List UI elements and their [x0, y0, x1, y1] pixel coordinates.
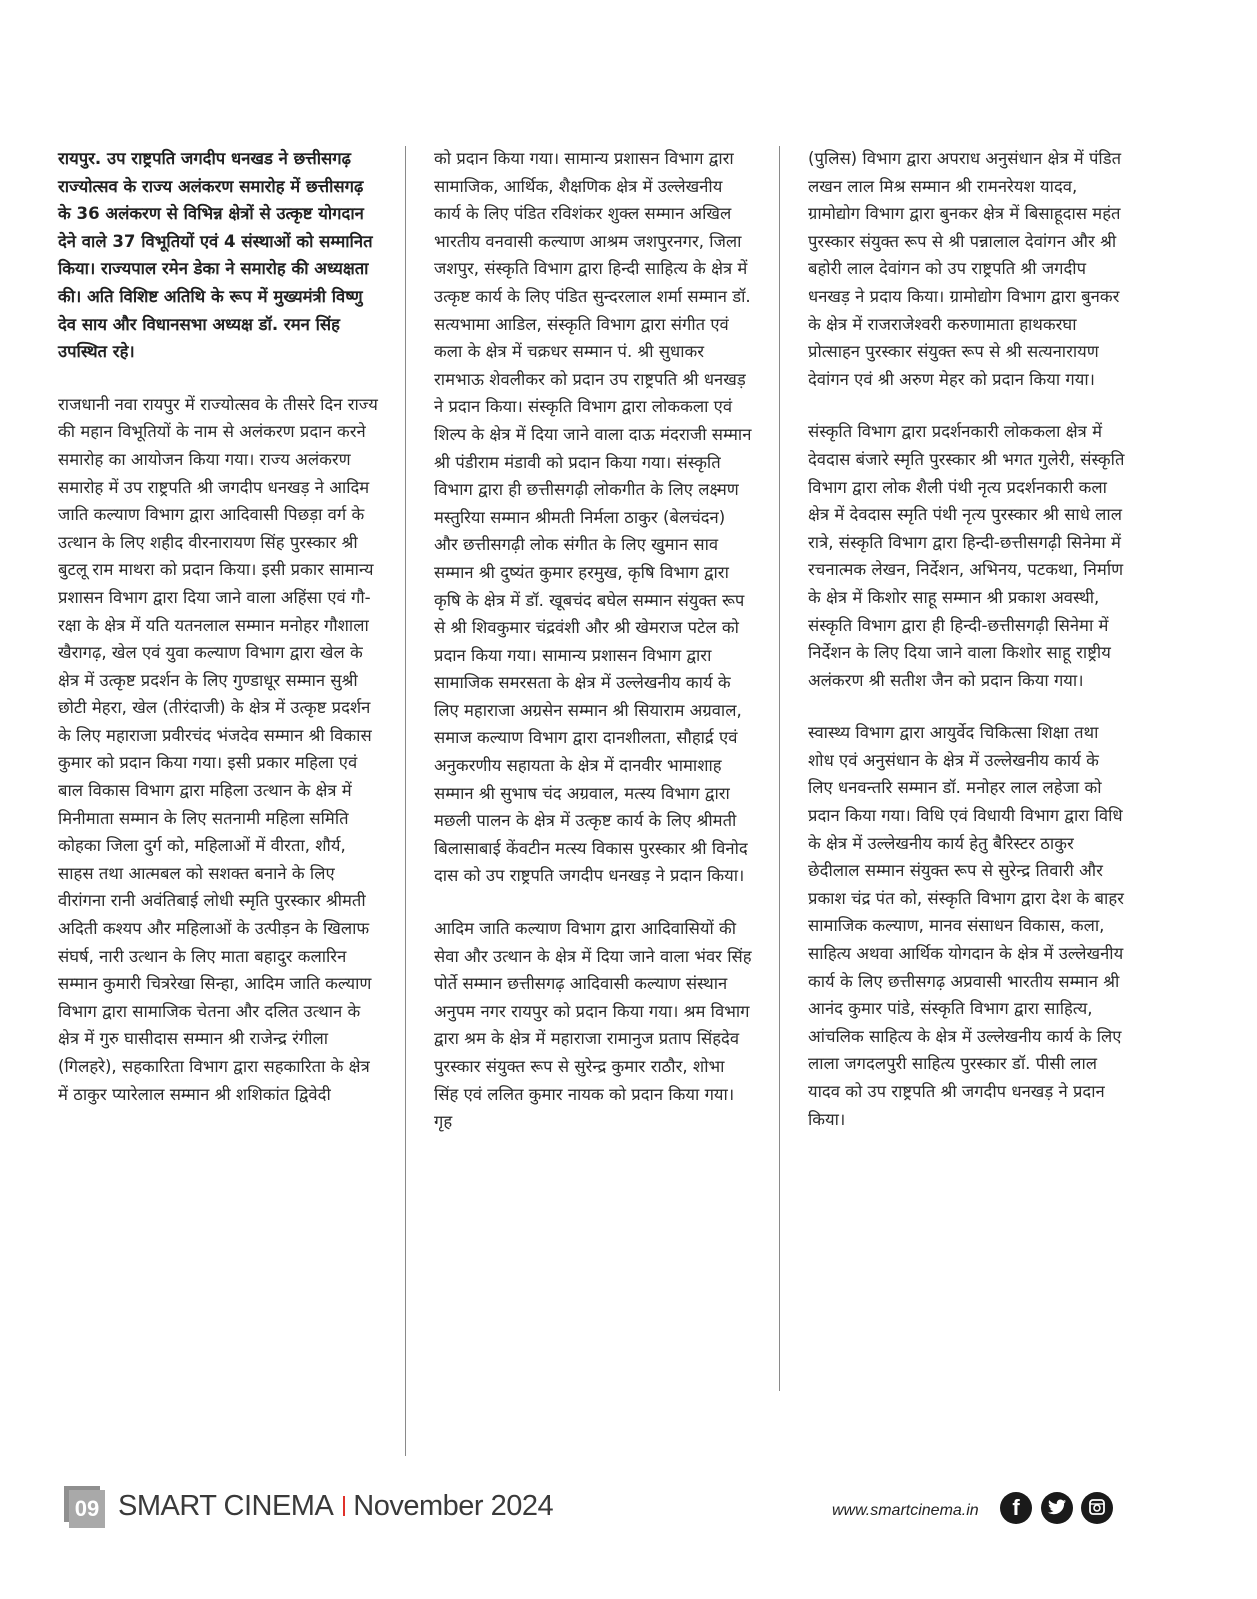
masthead-separator — [343, 1496, 345, 1516]
article-column-3 — [808, 145, 1128, 1158]
column-divider — [405, 146, 406, 1456]
page-number: 09 — [69, 1490, 105, 1528]
instagram-icon[interactable] — [1081, 1492, 1113, 1524]
website-link[interactable]: www.smartcinema.in — [832, 1502, 979, 1519]
magazine-masthead — [118, 1490, 553, 1523]
issue-date: November 2024 — [353, 1490, 554, 1522]
article-paragraph: स्वास्थ्य विभाग द्वारा आयुर्वेद चिकित्सा शिक्षा तथा शोध एवं अनुसंधान के क्षेत्र में उल्लेखनीय कार्य के लिए धनवन्तरि सम्मान डॉ. मनोहर लाल लहेजा को प्रदान किया गया। विधि एवं विधायी विभाग द्वारा विधि के क्षेत्र में उल्लेखनीय कार्य हेतु बैरिस्टर ठाकुर छेदीलाल सम्मान संयुक्त रूप से सुरेन्द्र तिवारी और प्रकाश चंद्र पंत को, संस्कृति विभाग द्वारा देश के बाहर सामाजिक कल्याण, मानव संसाधन विकास, कला, साहित्य अथवा आर्थिक योगदान के क्षेत्र में उल्लेखनीय कार्य के लिए छत्तीसगढ़ अप्रवासी भारतीय सम्मान श्री आनंद कुमार पांडे, संस्कृति विभाग द्वारा साहित्य, आंचलिक साहित्य के क्षेत्र में उल्लेखनीय कार्य के लिए लाला जगदलपुरी साहित्य पुरस्कार डॉ. पीसी लाल यादव को उप राष्ट्रपति श्री जगदीप धनखड़ ने प्रदान किया। — [808, 723, 1124, 1129]
article-paragraph: को प्रदान किया गया। सामान्य प्रशासन विभाग द्वारा सामाजिक, आर्थिक, शैक्षणिक क्षेत्र में उल्लेखनीय कार्य के लिए पंडित रविशंकर शुक्ल सम्मान अखिल भारतीय वनवासी कल्याण आश्रम जशपुरनगर, जिला जशपुर, संस्कृति विभाग द्वारा हिन्दी साहित्य के क्षेत्र में उत्कृष्ट कार्य के लिए पंडित सुन्दरलाल शर्मा सम्मान डॉ. सत्यभामा आडिल, संस्कृति विभाग द्वारा संगीत एवं कला के क्षेत्र में चक्रधर सम्मान पं. श्री सुधाकर रामभाऊ शेवलीकर को प्रदान उप राष्ट्रपति श्री धनखड़ ने प्रदान किया। संस्कृति विभाग द्वारा लोककला एवं शिल्प के क्षेत्र में दिया जाने वाला दाऊ मंदराजी सम्मान श्री पंडीराम मंडावी को प्रदान किया गया। संस्कृति विभाग द्वारा ही छत्तीसगढ़ी लोकगीत के लिए लक्ष्मण मस्तुरिया सम्मान श्रीमती निर्मला ठाकुर (बेलचंदन) और छत्तीसगढ़ी लोक संगीत के लिए खुमान साव सम्मान श्री दुष्यंत कुमार हरमुख, कृषि विभाग द्वारा कृषि के क्षेत्र में डॉ. खूबचंद बघेल सम्मान संयुक्त रूप से श्री शिवकुमार चंद्रवंशी और श्री खेमराज पटेल को प्रदान किया गया। सामान्य प्रशासन विभाग द्वारा सामाजिक समरसता के क्षेत्र में उल्लेखनीय कार्य के लिए महाराजा अग्रसेन सम्मान श्री सियाराम अग्रवाल, समाज कल्याण विभाग द्वारा दानशीलता, सौहार्द्र एवं अनुकरणीय सहायता के क्षेत्र में दानवीर भामाशाह सम्मान श्री सुभाष चंद अग्रवाल, मत्स्य विभाग द्वारा मछली पालन के क्षेत्र में उत्कृष्ट कार्य के लिए श्रीमती बिलासाबाई केंवटीन मत्स्य विकास पुरस्कार श्री विनोद दास को उप राष्ट्रपति जगदीप धनखड़ ने प्रदान किया। — [434, 149, 752, 886]
article-lead-paragraph: रायपुर. उप राष्ट्रपति जगदीप धनखड ने छत्तीसगढ़ राज्योत्सव के राज्य अलंकरण समारोह में छत्तीसगढ़ के 36 अलंकरण से विभिन्न क्षेत्रों से उत्कृष्ट योगदान देने वाले 37 विभूतियों एवं 4 संस्थाओं को सम्मानित किया। राज्यपाल रमेन डेका ने समारोह की अध्यक्षता की। अति विशिष्ट अतिथि के रूप में मुख्यमंत्री विष्णु देव साय और विधानसभा अध्यक्ष डॉ. रमन सिंह उपस्थित रहे। — [58, 149, 373, 362]
article-paragraph: संस्कृति विभाग द्वारा प्रदर्शनकारी लोककला क्षेत्र में देवदास बंजारे स्मृति पुरस्कार श्री भगत गुलेरी, संस्कृति विभाग द्वारा लोक शैली पंथी नृत्य प्रदर्शनकारी कला क्षेत्र में देवदास स्मृति पंथी नृत्य पुरस्कार श्री साधे लाल रात्रे, संस्कृति विभाग द्वारा हिन्दी-छत्तीसगढ़ी सिनेमा में रचनात्मक लेखन, निर्देशन, अभिनय, पटकथा, निर्माण के क्षेत्र में किशोर साहू सम्मान श्री प्रकाश अवस्थी, संस्कृति विभाग द्वारा ही हिन्दी-छत्तीसगढ़ी सिनेमा में निर्देशन के लिए दिया जाने वाला किशोर साहू राष्ट्रीय अलंकरण श्री सतीश जैन को प्रदान किया गया। — [808, 422, 1125, 690]
column-divider — [779, 146, 780, 1391]
article-column-2 — [434, 145, 754, 1161]
facebook-icon[interactable]: f — [1000, 1492, 1032, 1524]
article-column-1 — [58, 145, 378, 1133]
article-paragraph: (पुलिस) विभाग द्वारा अपराध अनुसंधान क्षेत्र में पंडित लखन लाल मिश्र सम्मान श्री रामनरेयश यादव, ग्रामोद्योग विभाग द्वारा बुनकर क्षेत्र में बिसाहूदास महंत पुरस्कार संयुक्त रूप से श्री पन्नालाल देवांगन और श्री बहोरी लाल देवांगन को उप राष्ट्रपति श्री जगदीप धनखड़ ने प्रदाय किया। ग्रामोद्योग विभाग द्वारा बुनकर के क्षेत्र में राजराजेश्वरी करुणामाता हाथकरघा प्रोत्साहन पुरस्कार संयुक्त रूप से श्री सत्यनारायण देवांगन एवं श्री अरुण मेहर को प्रदान किया गया। — [808, 149, 1122, 389]
magazine-name: SMART CINEMA — [118, 1490, 334, 1522]
article-paragraph: राजधानी नवा रायपुर में राज्योत्सव के तीसरे दिन राज्य की महान विभूतियों के नाम से अलंकरण प्रदान करने समारोह का आयोजन किया गया। राज्य अलंकरण समारोह में उप राष्ट्रपति श्री जगदीप धनखड़ ने आदिम जाति कल्याण विभाग द्वारा आदिवासी पिछड़ा वर्ग के उत्थान के लिए शहीद वीरनारायण सिंह पुरस्कार श्री बुटलू राम माथरा को प्रदान किया। इसी प्रकार सामान्य प्रशासन विभाग द्वारा दिया जाने वाला अहिंसा एवं गौ-रक्षा के क्षेत्र में यति यतनलाल सम्मान मनोहर गौशाला खैरागढ़, खेल एवं युवा कल्याण विभाग द्वारा खेल के क्षेत्र में उत्कृष्ट प्रदर्शन के लिए गुण्डाधूर सम्मान सुश्री छोटी मेहरा, खेल (तीरंदाजी) के क्षेत्र में उत्कृष्ट प्रदर्शन के लिए महाराजा प्रवीरचंद भंजदेव सम्मान श्री विकास कुमार को प्रदान किया गया। इसी प्रकार महिला एवं बाल विकास विभाग द्वारा महिला उत्थान के क्षेत्र में मिनीमाता सम्मान के लिए सतनामी महिला समिति कोहका जिला दुर्ग को, महिलाओं में वीरता, शौर्य, साहस तथा आत्मबल को सशक्त बनाने के लिए वीरांगना रानी अवंतिबाई लोधी स्मृति पुरस्कार श्रीमती अदिती कश्यप और महिलाओं के उत्पीड़न के खिलाफ संघर्ष, नारी उत्थान के लिए माता बहादुर कलारिन सम्मान कुमारी चित्ररेखा सिन्हा, आदिम जाति कल्याण विभाग द्वारा सामाजिक चेतना और दलित उत्थान के क्षेत्र में गुरु घासीदास सम्मान श्री राजेन्द्र रंगीला (गिलहरे), सहकारिता विभाग द्वारा सहकारिता के क्षेत्र में ठाकुर प्यारेलाल सम्मान श्री शशिकांत द्विवेदी — [58, 394, 378, 1104]
article-paragraph: आदिम जाति कल्याण विभाग द्वारा आदिवासियों की सेवा और उत्थान के क्षेत्र में दिया जाने वाला भंवर सिंह पोर्ते सम्मान छत्तीसगढ़ आदिवासी कल्याण संस्थान अनुपम नगर रायपुर को प्रदान किया गया। श्रम विभाग द्वारा श्रम के क्षेत्र में महाराजा रामानुज प्रताप सिंहदेव पुरस्कार संयुक्त रूप से सुरेन्द्र कुमार राठौर, शोभा सिंह एवं ललित कुमार नायक को प्रदान किया गया। गृह — [434, 919, 752, 1132]
page-footer — [0, 1480, 1257, 1540]
page-number-badge — [64, 1486, 104, 1526]
twitter-icon[interactable] — [1041, 1492, 1073, 1524]
